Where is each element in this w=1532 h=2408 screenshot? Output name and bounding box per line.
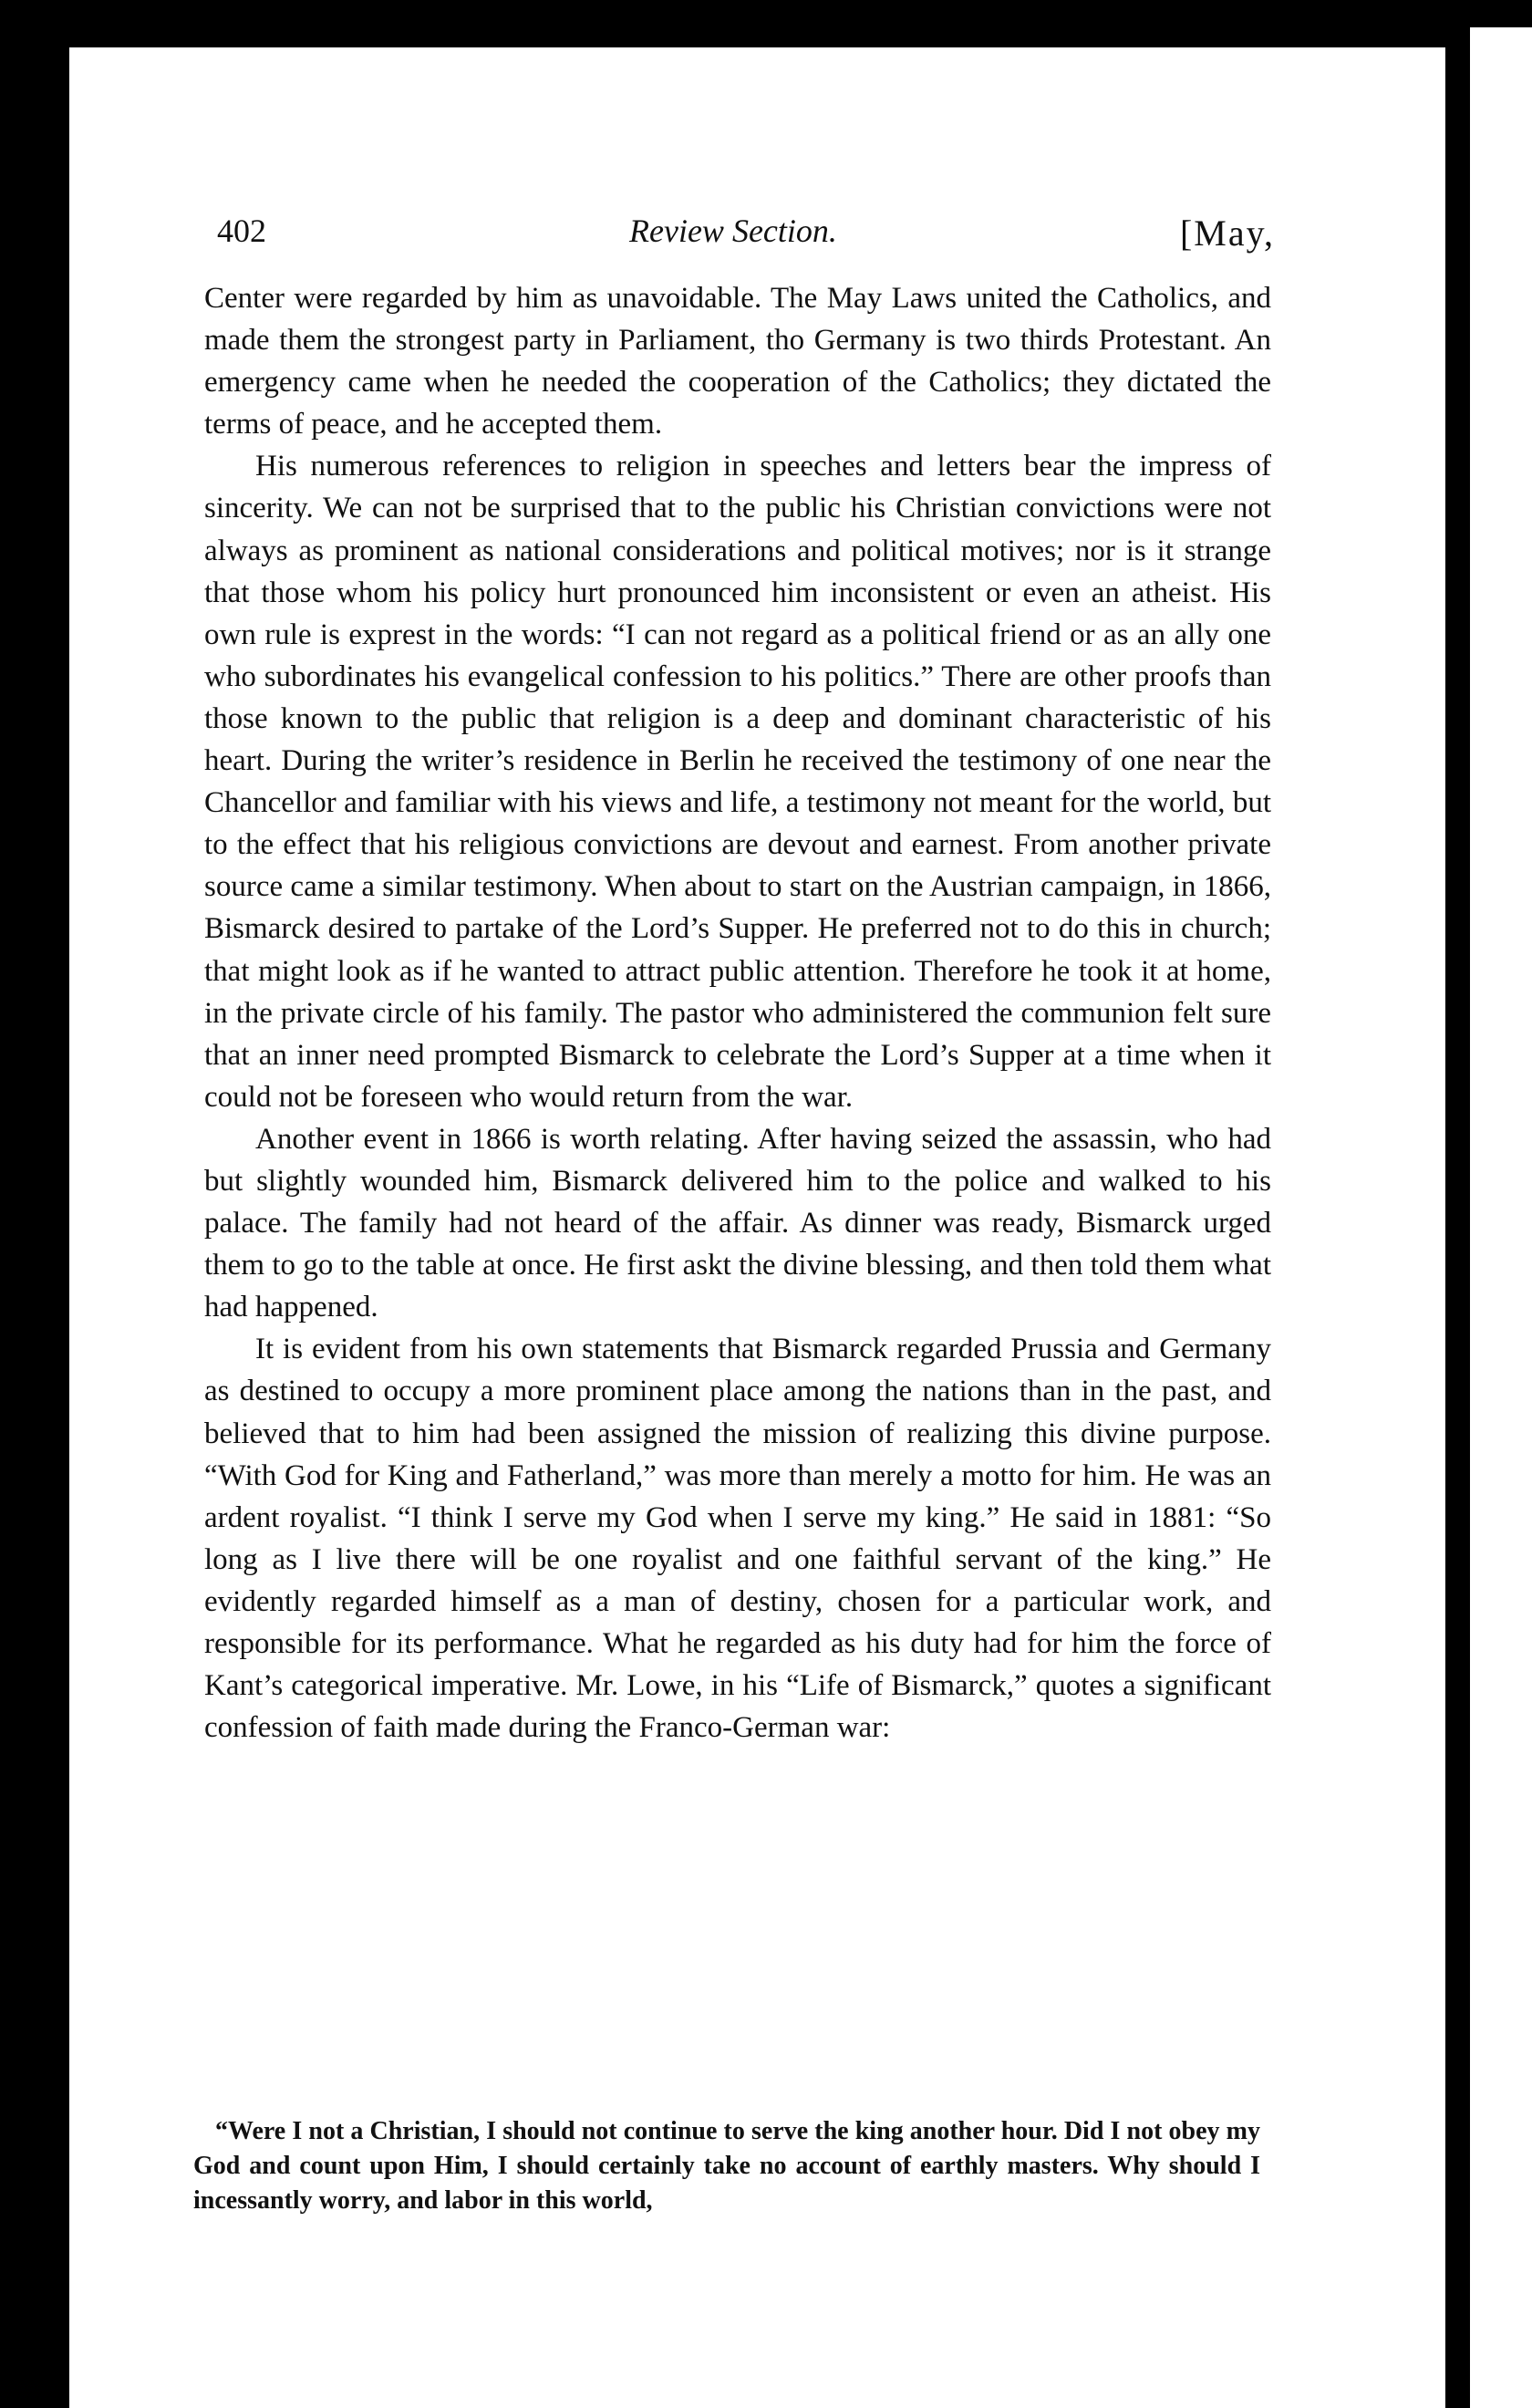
page-number: 402 [217, 213, 266, 249]
paragraph-2: His numerous references to religion in speeches and letters bear the impress of sincerity. We can not be surprised that to the public his Christian convictions were not always as prominent as national considerations and political motives; nor is it strange that those whom his policy hurt pronounced him inconsistent or even an atheist. His own rule is exprest in the words: “I can not regard as a political friend or as an ally one who subordinates his evangelical confession to his politics.” There are other proofs than those known to the public that religion is a deep and dominant characteristic of his heart. During the writer’s residence in Berlin he received the testimony of one near the Chancellor and familiar with his views and life, a testimony not meant for the world, but to the effect that his religious convictions are devout and earnest. From another private source came a similar testimony. When about to start on the Austrian campaign, in 1866, Bismarck desired to partake of the Lord’s Supper. He preferred not to do this in church; that might look as if he wanted to attract public attention. Therefore he took it at home, in the private circle of his family. The pastor who administered the communion felt sure that an inner need prompted Bismarck to celebrate the Lord’s Supper at a time when it could not be foreseen who would return from the war. [204, 450, 1271, 1114]
paragraph-4: It is evident from his own statements that Bismarck regarded Prussia and Germany as destined to occupy a more prominent place among the nations than in the past, and believed that to him had been assigned the mission of realizing this divine purpose. “With God for King and Fatherland,” was more than merely a motto for him. He was an ardent royalist. “I think I serve my God when I serve my king.” He said in 1881: “So long as I live there will be one royalist and one faithful servant of the king.” He evidently regarded himself as a man of destiny, chosen for a particular work, and responsible for its performance. What he regarded as his duty had for him the force of Kant’s categorical imperative. Mr. Lowe, in his “Life of Bismarck,” quotes a significant confession of faith made during the Franco-German war: [204, 1333, 1271, 1745]
page-gutter-shadow [1445, 47, 1473, 2408]
body-text [204, 277, 1271, 1749]
quote-text: “Were I not a Christian, I should not continue to serve the king another hour. Did I not obey my God and count upon Him, I should certainly take no account of earthly masters. Why should I incessantly worry, and labor in this world, [193, 2117, 1260, 2215]
running-month: [May, [1179, 213, 1275, 254]
block-quote [193, 2114, 1260, 2218]
paragraph-3: Another event in 1866 is worth relating. After having seized the assassin, who had but slightly wounded him, Bismarck delivered him to the police and walked to his palace. The family had not heard of the affair. As dinner was ready, Bismarck urged them to go to the table at once. He first askt the divine blessing, and then told them what had happened. [204, 1122, 1271, 1324]
facing-page-edge [1470, 27, 1532, 2408]
running-title: Review Section. [629, 213, 837, 249]
paragraph-1: Center were regarded by him as unavoidable. The May Laws united the Catholics, and made them the strongest party in Parliament, tho Germany is two thirds Protestant. An emergency came when he needed the cooperation of the Catholics; they dictated the terms of peace, and he accepted them. [204, 282, 1271, 441]
running-header [217, 212, 1275, 263]
